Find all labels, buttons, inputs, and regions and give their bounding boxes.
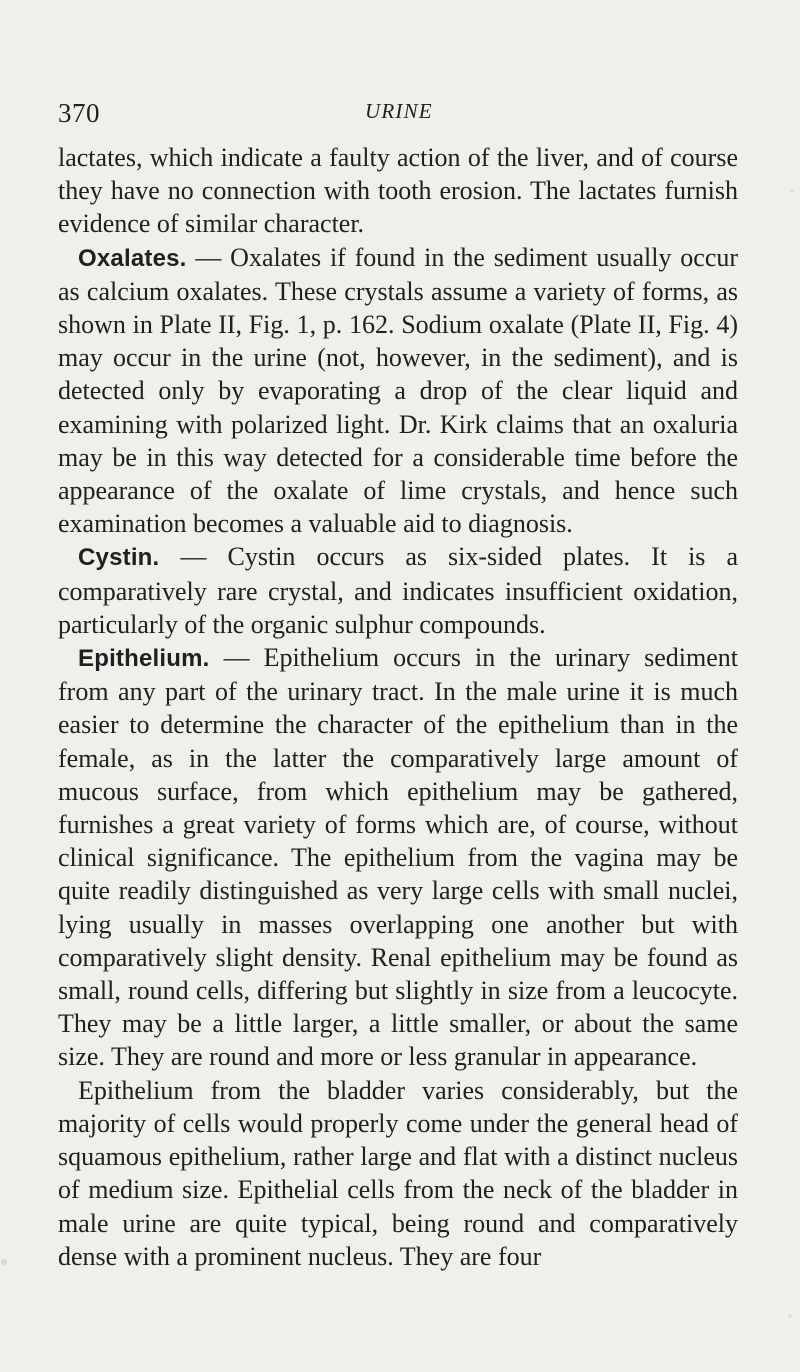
oxalates-dash: — bbox=[186, 242, 231, 272]
paper-speck bbox=[790, 189, 794, 193]
intro-text: lactates, which indicate a faulty action of the liver, and of course they have no connection with tooth erosion. The lactates furnish evidence of similar character. bbox=[58, 143, 738, 239]
intro-paragraph bbox=[58, 141, 738, 241]
cystin-dash: — bbox=[159, 542, 228, 572]
epithelium-dash: — bbox=[209, 643, 264, 673]
bladder-text: Epithelium from the bladder varies considerably, but the majority of cells would properly come under the general head of squamous epithelium, rather large and flat with a distinct nucleus of medium size. Epithelial cells from the neck of the bladder in male urine are quite typical, being round and comparatively dense with a prominent nucleus. They are four bbox=[58, 1075, 738, 1271]
epithelium-paragraph bbox=[58, 641, 738, 1074]
epithelium-text: Epithelium occurs in the urinary sediment from any part of the urinary tract. In the male urine it is much easier to determine the character of the epithelium than in the female, as in the latter the comparatively large amount of mucous surface, from which epithelium may be gathered, furnishes a great variety of forms which are, of course, without clinical significance. The epithelium from the vagina may be quite readily distinguished as very large cells with small nuclei, lying usually in masses overlapping one another but with comparatively slight density. Renal epithelium may be found as small, round cells, differing but slightly in size from a leucocyte. They may be a little larger, a little smaller, or about the same size. They are round and more or less granular in appearance. bbox=[58, 643, 738, 1072]
paper-speck bbox=[788, 1314, 792, 1318]
page-body bbox=[58, 141, 738, 1273]
cystin-paragraph bbox=[58, 540, 738, 641]
epithelium-heading: Epithelium. bbox=[78, 645, 210, 673]
oxalates-text: Oxalates if found in the sediment usually occur as calcium oxalates. These crystals assume a variety of forms, as shown in Plate II, Fig. 1, p. 162. Sodium oxalate (Plate II, Fig. 4) may occur in the urine (not, however, in the sediment), and is detected only by evaporating a drop of the clear liquid and examining with polarized light. Dr. Kirk claims that an oxaluria may be in this way detected for a considerable time before the appearance of the oxalate of lime crystals, and hence such examination becomes a valuable aid to diagnosis. bbox=[58, 242, 739, 539]
oxalates-paragraph bbox=[58, 241, 738, 541]
page-number: 370 bbox=[58, 98, 100, 128]
cystin-text: Cystin occurs as six-sided plates. It is a comparatively rare crystal, and indicates insufficient oxidation, particularly of the organic sulphur compounds. bbox=[58, 542, 739, 639]
oxalates-heading: Oxalates. bbox=[78, 244, 187, 272]
paper-speck bbox=[1, 1259, 7, 1265]
bladder-paragraph bbox=[58, 1074, 738, 1273]
cystin-heading: Cystin. bbox=[78, 544, 160, 572]
running-head: URINE bbox=[365, 99, 433, 123]
